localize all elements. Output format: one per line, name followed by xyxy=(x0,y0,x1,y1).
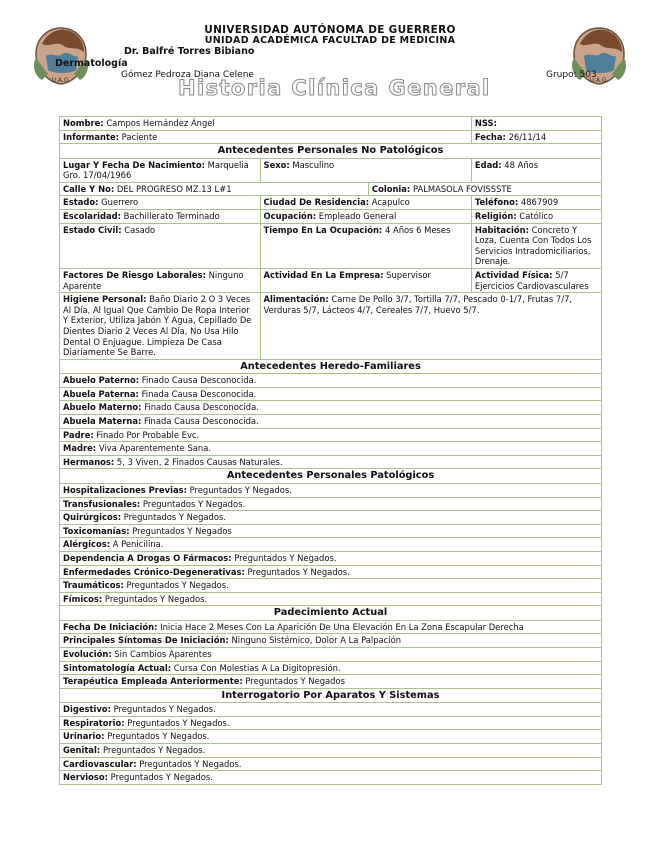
field-label: Calle Y No: xyxy=(63,183,115,194)
field-label: Hospitalizaciones Previas: xyxy=(63,484,187,495)
table-row xyxy=(60,158,602,182)
svg-text:U.A.G.: U.A.G. xyxy=(589,77,609,84)
table-row xyxy=(60,428,602,442)
section-row xyxy=(60,688,602,703)
table-row xyxy=(60,565,602,579)
table-row xyxy=(60,675,602,689)
table-row xyxy=(60,634,602,648)
hygiene-cell xyxy=(60,293,261,360)
pathological-item xyxy=(60,579,602,593)
section-row xyxy=(60,144,602,159)
field-value: 5, 3 Viven, 2 Finados Causas Naturales. xyxy=(116,456,283,467)
field-value: PALMASOLA FOVISSSTE xyxy=(412,183,512,194)
university-seal-left xyxy=(30,22,92,88)
pathological-item xyxy=(60,524,602,538)
pathological-item xyxy=(60,483,602,497)
student-name: Gómez Pedroza Diana Celene xyxy=(121,70,254,80)
field-value: Finado Causa Desconocida. xyxy=(141,375,257,386)
date-cell xyxy=(471,130,601,144)
field-label: Quirúrgicos: xyxy=(63,512,122,523)
field-value: 4 Años 6 Meses xyxy=(384,224,451,235)
field-label: Tiempo En La Ocupación: xyxy=(263,224,383,235)
department-name: Dermatología xyxy=(55,58,128,69)
field-value: Finado Por Probable Evc. xyxy=(96,429,200,440)
field-value: Empleado General xyxy=(318,211,397,222)
field-label: Sintomatología Actual: xyxy=(63,662,172,673)
table-row xyxy=(60,551,602,565)
house-cell xyxy=(471,223,601,268)
field-value: Paciente xyxy=(121,131,158,142)
field-label: Digestivo: xyxy=(63,704,111,715)
field-label: Dependencia A Drogas O Fármacos: xyxy=(63,552,232,563)
table-row xyxy=(60,387,602,401)
field-value: 26/11/14 xyxy=(508,131,547,142)
table-row xyxy=(60,511,602,525)
field-value: Preguntados Y Negados. xyxy=(102,745,206,756)
system-item xyxy=(60,703,602,717)
clinical-history-table xyxy=(59,116,602,785)
field-value: Supervisor xyxy=(386,270,431,281)
table-row xyxy=(60,269,602,293)
field-value: 4867909 xyxy=(520,197,559,208)
field-value: Carne De Pollo 3/7, Tortilla 7/7, Pescado 0-1/7, Frutas 7/7, Verduras 5/7, Lácteos 4/7, Cereales 7/7, Huevo 5/7. xyxy=(263,294,573,315)
table-row xyxy=(60,483,602,497)
field-label: Urinario: xyxy=(63,731,105,742)
field-label: Fecha: xyxy=(474,131,506,142)
field-label: Abuelo Paterno: xyxy=(63,375,140,386)
section-row xyxy=(60,606,602,621)
nss-cell xyxy=(471,117,601,131)
family-item xyxy=(60,442,602,456)
field-label: Informante: xyxy=(63,131,119,142)
table-row xyxy=(60,647,602,661)
table-row xyxy=(60,524,602,538)
field-value: Acapulco xyxy=(371,197,410,208)
field-label: Escolaridad: xyxy=(63,211,121,222)
doctor-name: Dr. Balfré Torres Bibiano xyxy=(124,46,255,57)
field-label: Religión: xyxy=(474,211,517,222)
field-value: A Penicilina. xyxy=(112,539,164,550)
section-heading: Antecedentes Personales Patológicos xyxy=(60,469,602,484)
field-value: Cursa Con Molestias A La Digitopresión. xyxy=(173,662,341,673)
field-value: 5/7 Ejercicios Cardiovasculares xyxy=(474,270,589,291)
field-label: Terapéutica Empleada Anteriormente: xyxy=(63,676,243,687)
field-value: Viva Aparentemente Sana. xyxy=(98,443,212,454)
field-value: Guerrero xyxy=(101,197,139,208)
field-label: Ciudad De Residencia: xyxy=(263,197,370,208)
field-label: Alérgicos: xyxy=(63,539,111,550)
field-label: Higiene Personal: xyxy=(63,294,147,305)
table-row xyxy=(60,730,602,744)
field-label: Teléfono: xyxy=(474,197,519,208)
field-label: Enfermedades Crónico-Degenerativas: xyxy=(63,566,245,577)
table-row xyxy=(60,415,602,429)
pathological-item xyxy=(60,592,602,606)
section-row xyxy=(60,359,602,374)
field-value: Preguntados Y Negados. xyxy=(142,498,246,509)
family-item xyxy=(60,455,602,469)
system-item xyxy=(60,744,602,758)
civil-cell xyxy=(60,223,261,268)
table-row xyxy=(60,579,602,593)
table-row xyxy=(60,703,602,717)
field-label: Edad: xyxy=(474,159,502,170)
field-value: Preguntados Y Negados. xyxy=(113,704,216,715)
field-value: Sin Cambios Aparentes xyxy=(114,648,212,659)
field-value: Preguntados Y Negados. xyxy=(139,758,242,769)
field-label: Fecha De Iniciación: xyxy=(63,621,158,632)
field-label: Traumáticos: xyxy=(63,580,124,591)
field-label: Factores De Riesgo Laborales: xyxy=(63,270,206,281)
jobtime-cell xyxy=(260,223,471,268)
field-value: Preguntados Y Negados. xyxy=(247,566,350,577)
current-illness-item xyxy=(60,620,602,634)
field-label: Madre: xyxy=(63,443,97,454)
field-value: DEL PROGRESO MZ.13 L#1 xyxy=(116,183,232,194)
field-value: Preguntados Y Negados. xyxy=(123,512,227,523)
phone-cell xyxy=(471,196,601,210)
field-label: Colonia: xyxy=(371,183,411,194)
field-label: Abuela Paterna: xyxy=(63,388,139,399)
current-illness-item xyxy=(60,634,602,648)
field-label: Actividad En La Empresa: xyxy=(263,270,384,281)
street-cell xyxy=(60,182,369,196)
field-label: Abuela Materna: xyxy=(63,416,142,427)
field-label: Toxicomanías: xyxy=(63,525,130,536)
svg-text:U.A.G.: U.A.G. xyxy=(51,77,71,84)
field-label: Abuelo Materno: xyxy=(63,402,142,413)
patient-name-cell xyxy=(60,117,472,131)
pathological-item xyxy=(60,497,602,511)
family-item xyxy=(60,415,602,429)
field-value: Baño Diario 2 O 3 Veces Al Día, Al Igual Que Cambio De Ropa Interior Y Exterior, Utiliza Jabón Y Agua, Cepillado De Dientes Diario 2 Veces Al Día, No Usa Hilo Dental O Enjuague. Limpieza De Casa Diariamente Se Barre. xyxy=(63,294,252,358)
sex-cell xyxy=(260,158,471,182)
table-row xyxy=(60,130,602,144)
field-label: Genital: xyxy=(63,745,101,756)
age-cell xyxy=(471,158,601,182)
field-label: Principales Síntomas De Iniciación: xyxy=(63,635,229,646)
section-heading: Padecimiento Actual xyxy=(60,606,602,621)
field-label: Alimentación: xyxy=(263,294,329,305)
field-value: 48 Años xyxy=(504,159,539,170)
table-row xyxy=(60,716,602,730)
table-row xyxy=(60,592,602,606)
table-row xyxy=(60,620,602,634)
table-row xyxy=(60,117,602,131)
colony-cell xyxy=(368,182,601,196)
field-value: Ninguno Aparente xyxy=(63,270,244,291)
page-title: Historia Clínica General xyxy=(178,76,491,100)
system-item xyxy=(60,771,602,785)
university-name: UNIVERSIDAD AUTÓNOMA DE GUERRERO xyxy=(204,24,456,36)
field-value: Preguntados Y Negados. xyxy=(110,772,213,783)
family-item xyxy=(60,374,602,388)
field-value: Preguntados Y Negados xyxy=(132,525,232,536)
field-value: Campos Hernández Ángel xyxy=(106,118,215,128)
field-value: Finado Causa Desconocida. xyxy=(144,402,259,413)
field-label: Nervioso: xyxy=(63,772,108,783)
table-row xyxy=(60,757,602,771)
field-value: Marquelia Gro. 17/04/1966 xyxy=(63,159,249,181)
pathological-item xyxy=(60,551,602,565)
field-label: Lugar Y Fecha De Nacimiento: xyxy=(63,159,205,170)
field-value: Preguntados Y Negados. xyxy=(104,593,208,604)
section-heading: Antecedentes Personales No Patológicos xyxy=(60,144,602,159)
table-row xyxy=(60,196,602,210)
pathological-item xyxy=(60,538,602,552)
field-label: Hermanos: xyxy=(63,456,115,467)
section-heading: Interrogatorio Por Aparatos Y Sistemas xyxy=(60,688,602,703)
field-value: Finada Causa Desconocida. xyxy=(144,416,259,427)
table-row xyxy=(60,223,602,268)
table-row xyxy=(60,293,602,360)
field-value: Ninguno Sistémico, Dolor A La Palpación xyxy=(231,635,402,646)
job-cell xyxy=(260,210,471,224)
document-header xyxy=(0,0,655,110)
food-cell xyxy=(260,293,601,360)
physical-cell xyxy=(471,269,601,293)
field-value: Masculino xyxy=(292,159,335,170)
informant-cell xyxy=(60,130,472,144)
field-label: Padre: xyxy=(63,429,94,440)
table-row xyxy=(60,442,602,456)
table-row xyxy=(60,374,602,388)
field-value: Concreto Y Loza, Cuenta Con Todos Los Servicios Intradomiciliarios, Drenaje. xyxy=(474,224,592,267)
field-value: Bachillerato Terminado xyxy=(123,211,220,222)
family-item xyxy=(60,401,602,415)
field-value: Preguntados Y Negados. xyxy=(126,580,229,591)
field-label: Sexo: xyxy=(263,159,290,170)
table-row xyxy=(60,497,602,511)
field-value: Finada Causa Desconocida. xyxy=(141,388,257,399)
faculty-name: UNIDAD ACADÉMICA FACULTAD DE MEDICINA xyxy=(204,35,456,46)
system-item xyxy=(60,757,602,771)
table-row xyxy=(60,455,602,469)
family-item xyxy=(60,428,602,442)
school-cell xyxy=(60,210,261,224)
current-illness-item xyxy=(60,675,602,689)
field-label: Ocupación: xyxy=(263,211,317,222)
table-row xyxy=(60,401,602,415)
field-value: Católico xyxy=(519,211,554,222)
field-label: Transfusionales: xyxy=(63,498,141,509)
field-label: Habitación: xyxy=(474,224,529,235)
religion-cell xyxy=(471,210,601,224)
system-item xyxy=(60,716,602,730)
group-label: Grupo: 503 xyxy=(546,70,597,80)
birth-cell xyxy=(60,158,261,182)
field-label: Nombre: xyxy=(63,118,104,128)
field-label: Cardiovascular: xyxy=(63,758,137,769)
field-value: Inicia Hace 2 Meses Con La Aparición De Una Elevación En La Zona Escapular Derecha xyxy=(160,621,524,632)
field-label: Respiratorio: xyxy=(63,717,125,728)
risk-cell xyxy=(60,269,261,293)
field-label: NSS: xyxy=(474,118,497,128)
field-label: Estado Civil: xyxy=(63,224,122,235)
section-row xyxy=(60,469,602,484)
field-label: Estado: xyxy=(63,197,99,208)
table-row xyxy=(60,210,602,224)
activity-cell xyxy=(260,269,471,293)
field-label: Evolución: xyxy=(63,648,112,659)
field-value: Casado xyxy=(124,224,156,235)
city-cell xyxy=(260,196,471,210)
table-row xyxy=(60,744,602,758)
table-row xyxy=(60,661,602,675)
section-heading: Antecedentes Heredo-Familiares xyxy=(60,359,602,374)
family-item xyxy=(60,387,602,401)
table-row xyxy=(60,538,602,552)
system-item xyxy=(60,730,602,744)
field-value: Preguntados Y Negados. xyxy=(127,717,230,728)
field-label: Actividad Física: xyxy=(474,270,553,281)
table-row xyxy=(60,771,602,785)
current-illness-item xyxy=(60,647,602,661)
field-value: Preguntados Y Negados. xyxy=(234,552,337,563)
field-value: Preguntados Y Negados xyxy=(245,676,345,687)
field-label: Fímicos: xyxy=(63,593,103,604)
table-row xyxy=(60,182,602,196)
current-illness-item xyxy=(60,661,602,675)
pathological-item xyxy=(60,511,602,525)
field-value: Preguntados Y Negados. xyxy=(189,484,292,495)
pathological-item xyxy=(60,565,602,579)
field-value: Preguntados Y Negados. xyxy=(107,731,210,742)
state-cell xyxy=(60,196,261,210)
